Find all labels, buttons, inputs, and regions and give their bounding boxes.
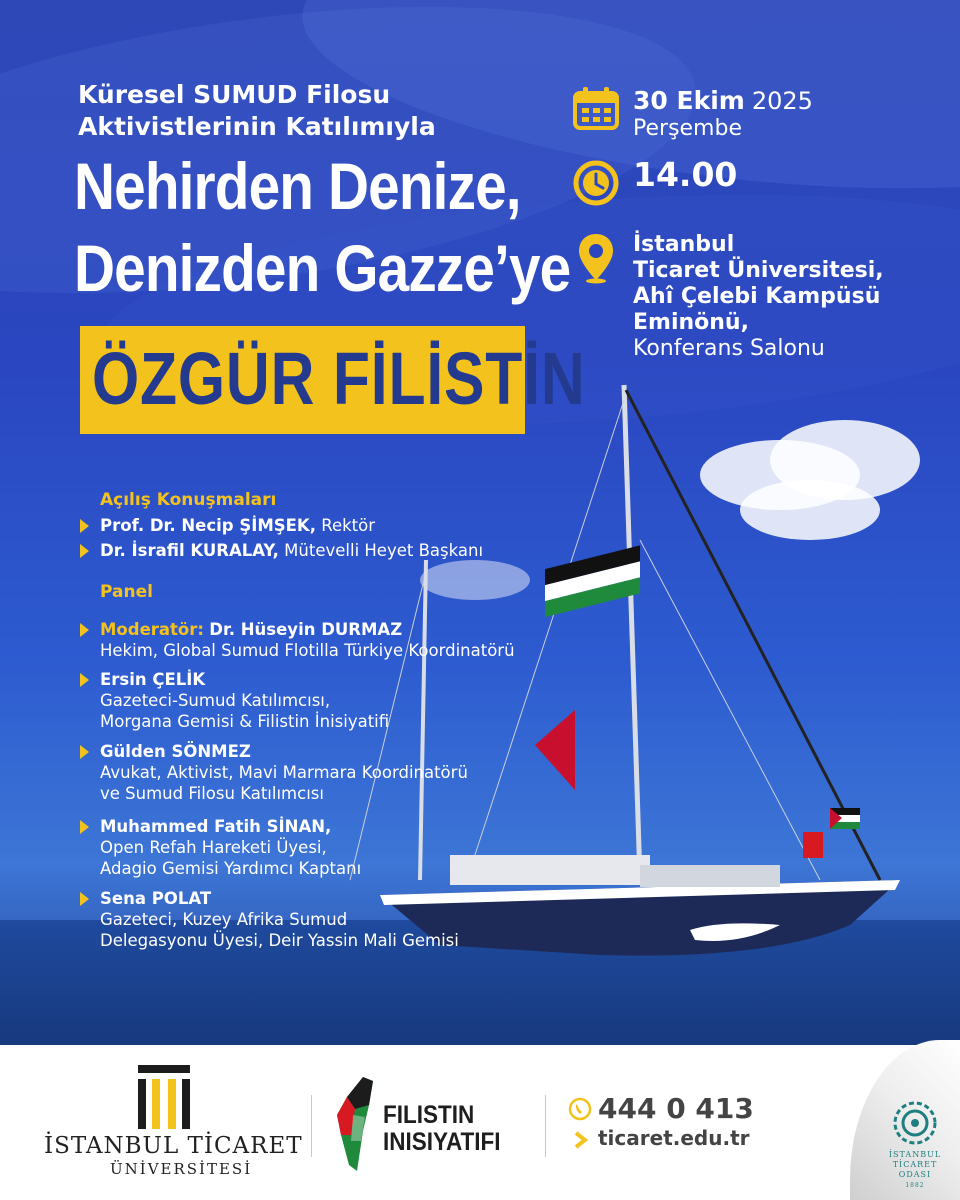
opening-speaker [100,540,483,561]
date-year: 2025 [751,87,813,115]
itu-logo-icon [138,1065,190,1129]
bullet-arrow-icon [80,745,89,759]
itu-name: İSTANBUL TİCARET [44,1133,303,1159]
clock-icon [573,160,619,206]
phone-icon [568,1097,592,1121]
speaker-role: Adagio Gemisi Yardımcı Kaptanı [100,859,362,878]
page-title-line-2: Denizden Gazze’ye [74,231,571,305]
bullet-arrow-icon [80,820,89,834]
calendar-icon [573,86,619,130]
bullet-arrow-icon [80,892,89,906]
ito-line-3: ODASI [898,1170,932,1179]
speaker-role: Gazeteci, Kuzey Afrika Sumud [100,910,348,929]
event-time: 14.00 [633,155,738,194]
venue-line-5: Konferans Salonu [633,336,825,361]
footer-divider [545,1095,546,1157]
speaker-name: Gülden SÖNMEZ [100,742,251,761]
bullet-arrow-icon [80,623,89,637]
speaker-role: Rektör [321,516,376,535]
panel-section-title: Panel [100,582,153,602]
fi-name-line-2: INISIYATIFI [383,1128,501,1156]
ito-name [880,1150,950,1191]
speaker-role: Morgana Gemisi & Filistin İnisiyatifi [100,712,390,731]
ito-logo-icon [892,1100,938,1146]
phone-number: 444 0 413 [598,1092,754,1125]
page-title-line-1: Nehirden Denize, [74,149,521,223]
moderator [100,619,515,661]
speaker-name: Sena POLAT [100,889,212,908]
date-day: 30 Ekim [633,86,745,115]
speaker-role: Avukat, Aktivist, Mavi Marmara Koordinatörü [100,763,468,782]
moderator-name: Dr. Hüseyin DURMAZ [209,620,403,639]
speaker-role: Delegasyonu Üyesi, Deir Yassin Mali Gemisi [100,931,459,950]
moderator-role: Hekim, Global Sumud Flotilla Türkiye Koordinatörü [100,641,515,660]
panel-speaker [100,741,468,804]
panel-speaker [100,669,389,732]
website-link[interactable]: ticaret.edu.tr [598,1126,750,1150]
palestine-map-icon [333,1075,379,1173]
speaker-name: Muhammed Fatih SİNAN, [100,817,332,836]
speaker-role: Open Refah Hareketi Üyesi, [100,838,327,857]
ito-year: 1882 [905,1182,925,1189]
panel-speaker [100,888,459,951]
panel-speaker [100,816,361,879]
venue-line-2: Ticaret Üniversitesi, [633,258,884,283]
flag-graphic [803,808,860,858]
opening-speaker [100,515,375,536]
speaker-name: Prof. Dr. Necip ŞİMŞEK, [100,516,316,535]
moderator-label: Moderatör: [100,620,204,639]
itu-subtitle: ÜNİVERSİTESİ [110,1160,253,1178]
bullet-arrow-icon [80,519,89,533]
footer-divider [311,1095,312,1157]
speaker-role: Gazeteci-Sumud Katılımcısı, [100,691,331,710]
venue-line-1: İstanbul [633,232,735,257]
event-venue [633,232,884,362]
lead-line-1: Küresel SUMUD Filosu [78,80,391,109]
date-weekday: Perşembe [633,116,742,141]
lead-line-2: Aktivistlerinin Katılımıyla [78,112,436,141]
bullet-arrow-icon [80,544,89,558]
ito-line-2: TİCARET [892,1160,938,1169]
bullet-arrow-icon [80,673,89,687]
flag-graphic [535,545,640,790]
speaker-name: Ersin ÇELİK [100,670,206,689]
speaker-role: ve Sumud Filosu Katılımcısı [100,784,324,803]
venue-line-4: Eminönü, [633,310,749,335]
speaker-role: Mütevelli Heyet Başkanı [284,541,484,560]
fi-name-line-1: FILISTIN [383,1101,475,1129]
ito-line-1: İSTANBUL [888,1150,942,1159]
event-date [633,88,813,142]
chevron-right-icon [572,1130,590,1150]
speaker-name: Dr. İsrafil KURALAY, [100,541,279,560]
venue-line-3: Ahî Çelebi Kampüsü [633,284,881,309]
location-pin-icon [576,232,616,284]
opening-section-title: Açılış Konuşmaları [100,490,277,510]
highlight-title: ÖZGÜR FİLİSTİN [92,337,586,420]
